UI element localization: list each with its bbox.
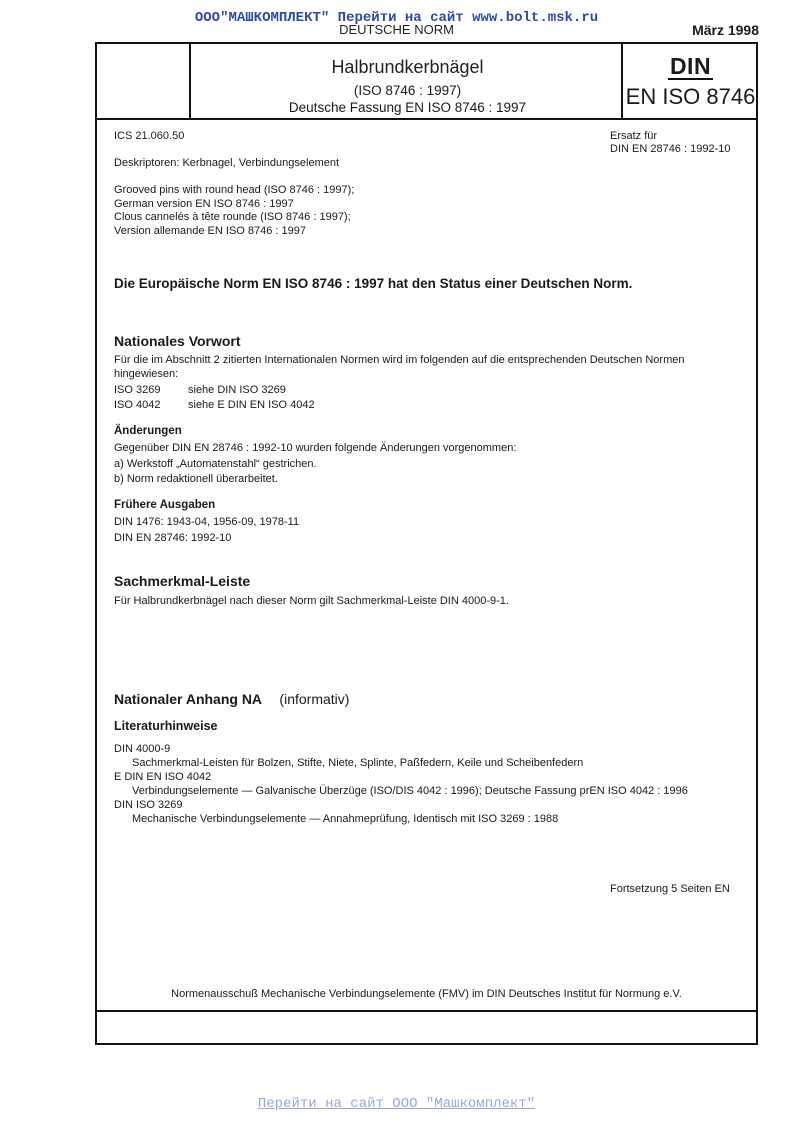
literature-list: [114, 742, 688, 826]
earlier-line: DIN 1476: 1943-04, 1956-09, 1978-11: [114, 516, 300, 528]
vorwort-intro-line: Für die im Abschnitt 2 zitierten Internationalen Normen wird im folgenden auf die entsprechenden Deutschen Normen: [114, 354, 685, 366]
annex-heading: [114, 691, 349, 707]
committee-line: Normenausschuß Mechanische Verbindungselemente (FMV) im DIN Deutsches Institut für Normung e.V.: [171, 988, 682, 1000]
lit-code: DIN 4000-9: [114, 743, 171, 755]
lit-title: Verbindungselemente — Galvanische Überzüge (ISO/DIS 4042 : 1996); Deutsche Fassung prEN ISO 4042 : 1996: [132, 785, 688, 797]
title-iso-ref: (ISO 8746 : 1997): [353, 83, 462, 98]
ics-code: ICS 21.060.50: [114, 130, 185, 142]
changes-heading: Änderungen: [114, 425, 182, 437]
ref-din: siehe DIN ISO 3269: [188, 384, 286, 396]
vorwort-heading: Nationales Vorwort: [114, 333, 241, 349]
ref-iso: ISO 4042: [114, 399, 161, 411]
translation-line: Version allemande EN ISO 8746 : 1997: [114, 224, 307, 237]
din-designation: [623, 54, 758, 109]
earlier-block: [114, 515, 299, 546]
replacement-value: DIN EN 28746 : 1992-10: [610, 143, 731, 155]
sachmerkmal-heading: Sachmerkmal-Leiste: [114, 573, 251, 589]
lit-title: Sachmerkmal-Leisten für Bolzen, Stifte, Niete, Splinte, Paßfedern, Keile und Scheibenfedern: [132, 757, 584, 769]
vorwort-intro-line: hingewiesen:: [114, 367, 179, 380]
lit-title: Mechanische Verbindungselemente — Annahmeprüfung, Identisch mit ISO 3269 : 1988: [132, 813, 559, 825]
lit-code: E DIN EN ISO 4042: [114, 771, 212, 783]
din-number: EN ISO 8746: [625, 84, 756, 109]
lit-code: DIN ISO 3269: [114, 799, 183, 811]
banner-link[interactable]: ООО"МАШКОМПЛЕКТ" Перейти на сайт www.bolt.msk.ru: [194, 10, 599, 26]
annex-title: Nationaler Anhang NA: [114, 691, 262, 707]
header-divider-left: [189, 44, 191, 118]
ref-row: [114, 383, 315, 398]
vorwort-refs: [114, 383, 315, 413]
title-block: [192, 56, 623, 116]
descriptors: Deskriptoren: Kerbnagel, Verbindungselement: [114, 157, 340, 169]
document-frame: [95, 42, 758, 1045]
ref-din: siehe E DIN EN ISO 4042: [188, 399, 315, 411]
translation-line: German version EN ISO 8746 : 1997: [114, 197, 294, 210]
issue-date: März 1998: [692, 22, 759, 38]
continuation-note: Fortsetzung 5 Seiten EN: [610, 883, 730, 895]
title-german-version: Deutsche Fassung EN ISO 8746 : 1997: [288, 100, 527, 115]
translation-line: Grooved pins with round head (ISO 8746 : 1997);: [114, 184, 355, 196]
ref-iso: ISO 3269: [114, 384, 161, 396]
sachmerkmal-text: Für Halbrundkerbnägel nach dieser Norm gilt Sachmerkmal-Leiste DIN 4000-9-1.: [114, 595, 509, 607]
translation-line: Clous cannelés à tête rounde (ISO 8746 : 1997);: [114, 211, 351, 223]
ref-row: [114, 398, 315, 413]
standard-type: DEUTSCHE NORM: [339, 22, 454, 37]
earlier-heading: Frühere Ausgaben: [114, 499, 216, 511]
page-title: Halbrundkerbnägel: [331, 57, 484, 77]
status-statement: Die Europäische Norm EN ISO 8746 : 1997 hat den Status einer Deutschen Norm.: [114, 276, 633, 291]
earlier-line: DIN EN 28746: 1992-10: [114, 531, 232, 544]
din-logo: DIN: [669, 53, 712, 79]
replacement-label: Ersatz für: [610, 130, 658, 142]
literature-heading: Literaturhinweise: [114, 719, 218, 733]
translation-block: [114, 184, 354, 238]
change-item: b) Norm redaktionell überarbeitet.: [114, 473, 278, 485]
footer-site-link[interactable]: Перейти на сайт ООО "Машкомплект": [257, 1096, 536, 1112]
annex-note: (informativ): [279, 691, 350, 707]
changes-block: [114, 441, 516, 488]
footer-rule: [97, 1010, 756, 1012]
header-bottom-rule: [97, 118, 756, 120]
change-item: a) Werkstoff „Automatenstahl“ gestrichen.: [114, 457, 317, 470]
changes-intro: Gegenüber DIN EN 28746 : 1992-10 wurden folgende Änderungen vorgenommen:: [114, 442, 517, 454]
vorwort-intro: [114, 354, 684, 381]
